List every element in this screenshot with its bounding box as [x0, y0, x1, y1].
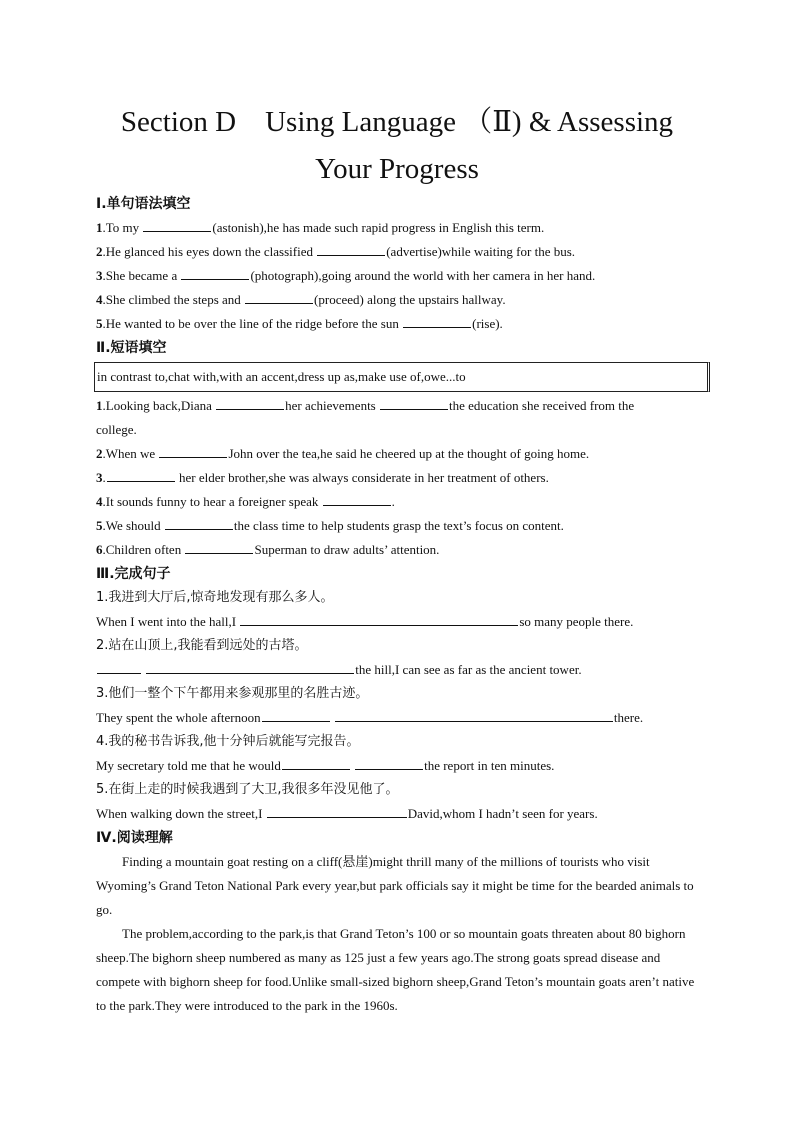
answer-blank[interactable]	[107, 468, 175, 482]
s3-item-2-answer: the hill,I can see as far as the ancient tower.	[96, 658, 706, 682]
answer-blank[interactable]	[97, 660, 141, 674]
answer-blank[interactable]	[380, 396, 448, 410]
s3-item-5-answer: When walking down the street,I David,whom I hadn’t seen for years.	[96, 806, 598, 821]
reading-paragraph-1: Finding a mountain goat resting on a cliff(悬崖)might thrill many of the millions of tourists who visit Wyoming’s Grand Teton National Park every year,but park officials say it might be time for the bearded animals to go.	[96, 854, 694, 917]
answer-blank[interactable]	[216, 396, 284, 410]
answer-blank[interactable]	[245, 290, 313, 304]
s3-item-4-answer: My secretary told me that he would the report in ten minutes.	[96, 758, 555, 773]
phrase-box: in contrast to,chat with,with an accent,dress up as,make use of,owe...to	[94, 362, 710, 392]
answer-blank[interactable]	[165, 516, 233, 530]
s2-item-6: 6.Children often Superman to draw adults’ attention.	[96, 542, 440, 557]
s2-item-2: 2.When we John over the tea,he said he cheered up at the thought of going home.	[96, 446, 590, 461]
answer-blank[interactable]	[159, 444, 227, 458]
section-1-heading: Ⅰ.单句语法填空	[96, 196, 191, 212]
answer-blank[interactable]	[146, 660, 354, 674]
answer-blank[interactable]	[355, 756, 423, 770]
page-title-line-1: Section D Using Language （Ⅱ) & Assessing	[120, 106, 674, 138]
page-title-line-2: Your Progress	[315, 153, 479, 185]
s3-item-5-prompt: 5.在街上走的时候我遇到了大卫,我很多年没见他了。	[96, 782, 399, 797]
answer-blank[interactable]	[185, 540, 253, 554]
s1-item-3: 3.She became a (photograph),going around the world with her camera in her hand.	[96, 268, 596, 283]
answer-blank[interactable]	[262, 708, 330, 722]
section-3-heading: Ⅲ.完成句子	[96, 566, 171, 582]
s2-item-3: 3. her elder brother,she was always considerate in her treatment of others.	[96, 470, 549, 485]
s1-item-2: 2.He glanced his eyes down the classified (advertise)while waiting for the bus.	[96, 244, 576, 259]
answer-blank[interactable]	[267, 804, 407, 818]
s3-item-3-answer: They spent the whole afternoon there.	[96, 710, 644, 725]
s2-item-4: 4.It sounds funny to hear a foreigner speak .	[96, 494, 395, 509]
s1-item-1: 1.To my (astonish),he has made such rapid progress in English this term.	[96, 220, 545, 235]
answer-blank[interactable]	[317, 242, 385, 256]
s2-item-5: 5.We should the class time to help students grasp the text’s focus on content.	[96, 518, 564, 533]
answer-blank[interactable]	[323, 492, 391, 506]
s2-item-1-cont: college.	[96, 422, 137, 437]
s3-item-1-answer: When I went into the hall,I so many people there.	[96, 614, 634, 629]
section-4-heading: Ⅳ.阅读理解	[96, 830, 173, 846]
answer-blank[interactable]	[143, 218, 211, 232]
answer-blank[interactable]	[335, 708, 613, 722]
s1-item-4: 4.She climbed the steps and (proceed) along the upstairs hallway.	[96, 292, 506, 307]
answer-blank[interactable]	[282, 756, 350, 770]
s1-item-5: 5.He wanted to be over the line of the ridge before the sun (rise).	[96, 316, 503, 331]
answer-blank[interactable]	[181, 266, 249, 280]
s3-item-3-prompt: 3.他们一整个下午都用来参观那里的名胜古迹。	[96, 686, 369, 701]
s3-item-4-prompt: 4.我的秘书告诉我,他十分钟后就能写完报告。	[96, 734, 360, 749]
answer-blank[interactable]	[403, 314, 471, 328]
worksheet-content	[96, 192, 706, 1018]
answer-blank[interactable]	[240, 612, 518, 626]
s3-item-2-prompt: 2.站在山顶上,我能看到远处的古塔。	[96, 638, 308, 653]
section-2-heading: Ⅱ.短语填空	[96, 340, 167, 356]
s2-item-1: 1.Looking back,Diana her achievements the education she received from the	[96, 398, 635, 413]
reading-paragraph-2: The problem,according to the park,is that Grand Teton’s 100 or so mountain goats threaten about 80 bighorn sheep.The bighorn sheep numbered as many as 125 just a few years ago.The strong goats spread disease and compete with bighorn sheep for food.Unlike small-sized bighorn sheep,Grand Teton’s mountain goats aren’t native to the park.They were introduced to the park in the 1960s.	[96, 926, 695, 1013]
s3-item-1-prompt: 1.我进到大厅后,惊奇地发现有那么多人。	[96, 590, 334, 605]
